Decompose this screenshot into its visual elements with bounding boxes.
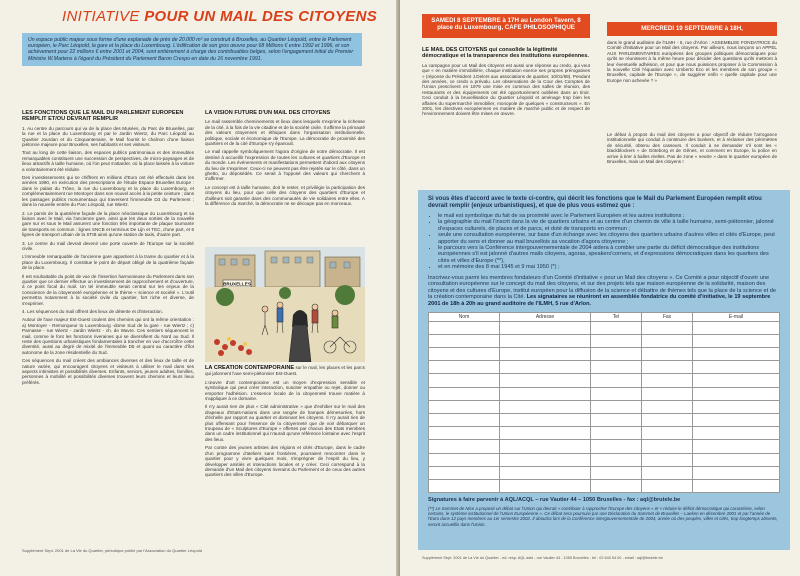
functions-p8: 4. Les séquences du mail offrent des lieux de détente et d'interaction. [22, 309, 163, 314]
creation-p1: L'œuvre d'art contemporaine est un moyen d'expression sensible et symbolique qui peut créer interaction, susciter empathie ou rejet, donner ou emporter l'adhésion. L'essence locale de la citoyenneté trouve matière à s'appliquer à ce domaine. [205, 379, 365, 402]
functions-heading: LES FONCTIONS QUE LE MAIL DU PARLEMENT EUROPEEN REMPLIT ET/OU DEVRAIT REMPLIR [22, 110, 184, 123]
creation-heading-line [205, 365, 365, 377]
signature-form [428, 312, 780, 493]
title-prefix: INITIATIVE [62, 8, 140, 25]
legitimacy-column [422, 47, 590, 120]
vision-p2: Le mail rappelle symboliquement l'agora d'origine de notre démocratie. Il est destiné à accueillir l'expression de toutes les cultures et quartiers d'Europe et du monde. Les événements et manifestations permettent d'abord aux citoyens du lieu de s'exprimer. Ceux-ci ne peuvent pas être rejetés sur le côté, dans un ghetto, ou déposédés. Ce serait à l'opposé des valeurs qui cherchent à s'affirmer. [205, 149, 365, 182]
functions-p10: Ces séquences du mail créent des ambiances diverses et des lieux de taille et de nature variée, qui encouragent citoyens et visiteurs à utiliser le mail dans ses aspects intimistes et possibilités diverses. Enfants, seniors, jeunes adultes, familles, personnes à mobilité et possibilités diverses trouvent leurs chemins et leurs lieux préférés. [22, 358, 194, 385]
intro-box [22, 33, 362, 66]
col-nom: Nom [429, 312, 500, 321]
functions-p7: Il est souhaitable du point de vue de l'insertion harmonieuse du Parlement dans son quartier que ce dernier effectue un investissement de rapprochement et d'ouverture, à ce point focal du mail. Un tel immeuble serait central sur les enjeux de la conscience de la citoyenneté européenne et le thème « science et société ». L'outil permettra notamment à la société civile du quartier, fort riche et diverse, de s'exprimer. [22, 273, 194, 306]
condition-item: • seule une consultation européenne, sur base d'un échange avec les citoyens des quartiers urbains d'autres villes et cités d'Europe, peut apporter du sens et donner au mail bruxellois sa vocation d'agora citoyenne ; [438, 232, 780, 245]
functions-p9: Autour de l'axe majeur Est-Ouest coulent des chemins qui ont la même orientation : a) Montoyer - Remorqueur to Luxembourg -dome Sud de la gare - rue Wiertz ; c) Parnasse - rue Wiertz - Jardin Wiertz - ch. de Wavre. Ces sentiers séquencent le mail, comme le font les fonctions riveraines qui se diversifient du Nord au Sud. Il reste des questions urbanistiques fondamentales à trancher en vue d'accroître cette diversité, aussi au degré de mixité de l'immeuble D5 et quant au caractère d'îlot autonome de la zone résidentielle du Sud. [22, 317, 194, 355]
col-tel: Tel [591, 312, 642, 321]
cafe-banner [422, 14, 590, 38]
right-page [400, 0, 800, 576]
assembly-p1: dans le grand auditoire de l'ILMH - 5, rue d'Arlon : ASSEMBLEE FONDATRICE du Comité d'initiative pour un Mail des citoyens. Par ailleurs, nous lançons un APPEL AUX PARLEMENTAIRES européens des groupes politiques démocratiques pour qu'ils se réunissent à la même heure pour décider des questions qu'ils mettront à leur éventuelle adhésion, et pour que nous puissions proposer à la Commission à la nouvelle Cité l'équation avec Umberto Eco et les membres de son groupe « Bruxelles, capitale de l'Europe », de suggérer enfin « quelle capitale pour une Europe non achevée ? » [607, 40, 777, 83]
creation-heading: LA CREATION CONTEMPORAINE [205, 365, 295, 371]
creation-p2: Il n'y aurait rien de plus « Cité administrative » que d'exhiber sur le mail des drapeaux d'Etats-nations dans une rangée de hampes démesurées, hors d'échelle par rapport au quartier et dominant les citoyens. Il n'y aurait rien de plus offensant pour l'essence de la citoyenneté que de voir débarquer un troupeau de « Sculptures d'Europe » offertes par chacun des Etats membres dans un cadre institutionnel qui n'aurait qu'une référence lointaine avec l'esprit des lieux. [205, 404, 365, 442]
assembly-banner [607, 22, 777, 36]
legitimacy-p1: La campagne pour un Mail des citoyens est aussi une réponse au credo, qui veut que « en matière immobilière, chaque institution exerce ses propres prérogatives » (réponse du Président J.Delors aux associations de quartier, 10/01/89). Pendant des années, ce credo a prévalu. Les observations de la Cour des Comptes de l'Union prescrivent en 1979 une mise en commun des salles de réunion, des restaurants et des équipements ont été opportunément oubliées dans un tiroir. Ceci conduit à la bruxellisation du Quartier Léopold et aménage trop bien les affaires du supermarché immobilier, monopole de quelques « constructeurs ». En 2001, les directives européennes en matière de marché public et de respect de l'environnement doivent être mises en œuvre. [422, 62, 590, 117]
right-footer: Supplément Sept. 2001 de La Vie du Quartier - ed. resp. AQL asbl - rue Vautier 44 - 1050 Bruxelles - tel : 02 640 54 00 - email : aql@brutele.be [422, 556, 663, 560]
assembly-banner-text: MERCREDI 19 SEPTEMBRE à 18H, [641, 25, 743, 32]
col-adresse: Adresse [500, 312, 591, 321]
left-footer: Supplément Sept. 2001 de La Vie du Quartier, périodique publié par l'Association du Quartier Léopold [22, 548, 202, 553]
form-row[interactable] [429, 440, 780, 453]
legitimacy-heading: LE MAIL DES CITOYENS qui consolide la légitimité démocratique et la transparence des institutions européennes. [422, 47, 589, 60]
debate-p1: Le débat à propos du mail des citoyens a pour objectif de réduire l'arrogance institutionnelle qui conduit à construire des bunkers, et à réclamer des périmètres de sécurité, obtenu des casseurs. Il conduit à se demander s'il sont les « blackblockers » de Göteborg et de Gênes, et comment en Europe, la police en arrive à tirer à balles réelles. Pas de zone « neutre » dans le quartier européen de Bruxelles, mais un Mail des citoyens ! [607, 132, 777, 165]
conditions-list [428, 213, 780, 271]
signature-address: Signatures à faire parvenir à AQL/ACQL – rue Vautier 44 – 1050 Bruxelles - fax : aql@brutele.be [428, 497, 681, 504]
creation-column [205, 365, 365, 481]
inscription-text [428, 275, 780, 308]
condition-item: • le parcours vers la Conférence intergouvernementale de 2004 aidera à combler une partie du déficit démocratique des institutions européennes s'il est jalonné d'autres mails citoyens, agoras, speakers'corners, et d'expressions démocratiques dans les quartiers des cités et villes d'Europe (**), [438, 245, 780, 264]
functions-p3: Des investissements qui se chiffrent en millions d'Euro ont été effectués dans les années 1990, en exécution des prescriptions de l'étude Espace Bruxelles Europe : dans le palais du Trône, la rue du Luxembourg et la place du Luxembourg, et complémentairement rue Montoyer dans son nouvel accès à la petite ceinture ; dans les passages publics monumentaux qui traversent l'immeuble D3 du Parlement ; dans la nouvelle entrée du Parc Léopold, rue Wiertz. [22, 175, 194, 208]
form-row[interactable] [429, 466, 780, 479]
form-row[interactable] [429, 453, 780, 466]
left-page [0, 0, 398, 576]
inscription-body: Inscrivez-vous parmi les membres fondateurs d'un Comité d'initiative « pour un Mail des citoyens ». Ce Comité a pour objectif d'ouvrir une consultation européenne sur le concept du mail des citoyens, et sur des projets tels que maison européenne de la solidarité, maison des citoyens et des cultures d'Europe, institut européen pour la diffusion de la science et débattre de thèmes tels que la place de la science et de la création contemporaine dans la Cité. [428, 274, 776, 301]
cafe-banner-text: SAMEDI 8 SEPTEMBRE à 17H au London Tavern, 8 place du Luxembourg, CAFE PHILOSOPHIQUE [431, 17, 581, 32]
form-row[interactable] [429, 479, 780, 492]
functions-p5: 3. Le centre du mail devrait devenir une porte ouverte de l'Europe sur la société civile. [22, 240, 194, 251]
form-row[interactable] [429, 400, 780, 413]
functions-p4: 2. Le parvis de la quatrième façade de la place néoclassique du Luxembourg et sa liaison avec le Mail, via l'ancienne gare, ainsi que les deux sorties de la nouvelle gare sur et sous le Mail assurent une fonction très importante de plaque tournante de transports en commun : lignes SNCB et terminus De Lijn et TEC, d'une part, et 6 lignes de transport urbain de la STIB ainsi qu'une station de taxis, d'autre part. [22, 210, 194, 238]
footnote: (**) Le Sommet de Nice a proposé un débat sur l'Union qui devrait « contribuer à rapprocher l'Europe des citoyens » et « réduire le déficit démocratique qui caractérise, selon certains, le système institutionnel de l'Union Européenne ». Ce débat sera poursuivi par une Déclaration du Sommet de Bruxelles – Laeken en décembre 2001 et par l'année de l'Euro dans 12 pays membres au 1er semestre 2002. Il aboutira lors de la Conférence intergouvernementale de 2004, année où des peuples, villes et cités, trop longtemps absents, seront accueillis dans l'Union. [428, 506, 778, 527]
creation-heading-rest: sur le mail, les places et les parcs qui jalonnent l'axe semi-piétonnier Est-Ouest. [205, 365, 365, 377]
page-title [62, 8, 377, 25]
functions-p6: L'immeuble remarquable de l'ancienne gare appartient à la trame du quartier et à la place du Luxembourg. Il constitue le point de départ obligé de la quatrième façade de la place. [22, 254, 194, 271]
cartoon-drawing [205, 247, 365, 362]
col-fax: Fax [642, 312, 693, 321]
form-row[interactable] [429, 361, 780, 374]
cartoon-illustration [205, 247, 365, 362]
form-row[interactable] [429, 427, 780, 440]
vision-column [205, 110, 365, 210]
assembly-column [607, 40, 777, 86]
form-row[interactable] [429, 374, 780, 387]
condition-item: • le mail est symbolique du fait de sa proximité avec le Parlement Européen et les autres institutions ; [438, 213, 780, 219]
creation-p3: Par contre des jeunes artistes des régions et cités d'Europe, dans le cadre d'un programme d'ateliers sans frontières, pourraient rencontrer dans le quartier pour y vivre quelques mois, s'imprégner de l'esprit du lieu, y développer amitiés et interactions locales et y créer. Ceci correspond à la demande d'un Mail des citoyens riverains du Parlement et de ceux des autres quartiers des villes d'Europe. [205, 445, 365, 478]
functions-p2: Tout au long de cette liaison, des espaces publics patrimoniaux et des immeubles remarquables constituent une succession de perspectives, de micro-paysages et de lieux attractifs à taille humaine, où l'on peut s'attarder, où la place laissée à la voiture a volontairement été réduite. [22, 150, 194, 172]
form-row[interactable] [429, 334, 780, 347]
intro-text: Un espace public majeur sous forme d'une esplanade de près de 20.000 m² se construit à Bruxelles, au Quartier Léopold, entre le Parlement européen, le Parc Léopold, la gare et la place du Luxembourg. L'édification de son gros œuvre pour 68 Millions € entre 1992 et 1996, et son achèvement pour 22 millions € entre 2001 et 2004, sont entièrement à charge des contribuables belges, selon l'engagement initial du Premier Ministre W.Martens à l'égard du Président du Parlement Baron Crespo en date du 16 novembre 1991. [28, 37, 354, 62]
vision-heading: LA VISION FUTURE D'UN MAIL DES CITOYENS [205, 110, 331, 116]
form-row[interactable] [429, 387, 780, 400]
form-row[interactable] [429, 321, 780, 334]
functions-column [22, 110, 194, 388]
signature-box [418, 190, 790, 550]
title-main: POUR UN MAIL DES CITOYENS [144, 8, 378, 25]
col-email: E-mail [693, 312, 780, 321]
form-row[interactable] [429, 348, 780, 361]
signature-question: Si vous êtes d'accord avec le texte ci-contre, qui décrit les fonctions que le Mail du Parlement Européen remplit et/ou devrait remplir (enjeux urbanistiques), et que de plus vous estimez que : [428, 196, 762, 209]
condition-item: • la géographie du mail l'inscrit dans la vie de quartiers urbains et au centre d'un chemin de ville à taille humaine, semi-piétonnier, jalonné d'espaces culturels, de places et de parcs, et doté de transports en commun ; [438, 219, 780, 232]
inscription-meeting: Les signataires se réuniront en assemblée fondatrice du comité d'initiative, le 19 septembre 2001 de 18h à 20h au grand auditoire de l'ILMH, 5 rue d'Arlon. [428, 294, 771, 308]
condition-item: • et en mémoire des 8 mai 1945 et 9 mai 1950 (*) ; [438, 264, 780, 270]
form-row[interactable] [429, 413, 780, 426]
vision-p1: Le mail rassemble cheminements et lieux dans lesquels s'exprime la richesse de la cité, à la fois de la vie citadine et de la société civile. Il affirme la primauté des valeurs citoyennes et éthiques dans l'organisation institutionnelle, politique, sociale et économique de l'Europe. La démocratie de proximité des quartiers et de la cité d'Europe s'y épanouit. [205, 119, 366, 147]
functions-p1: 1. Au centre du parcours qui va de la place des Musées, du Parc de Bruxelles, par la rue et la place du Luxembourg et par le Jardin Wiertz, du Parc Léopold au Quartier Jourdan et du Cinquantenaire, le Mail fournit le chaînon d'une liaison piétonne majeure pour Bruxelles, ses habitants et ses visiteurs. [22, 125, 194, 148]
cartoon-sign: BRUXELLES [223, 281, 251, 287]
debate-column [607, 132, 777, 167]
vision-p3: Le concept est à taille humaine, doit le rester, et privilégie la participation des citoyens du lieu, pour que celle des citoyens des quartiers d'Europe et d'ailleurs soit garantie dans des communautés de vie solidaires entre elles. A la différence du marché, la démocratie ne se découpe pas en morceaux. [205, 184, 365, 207]
